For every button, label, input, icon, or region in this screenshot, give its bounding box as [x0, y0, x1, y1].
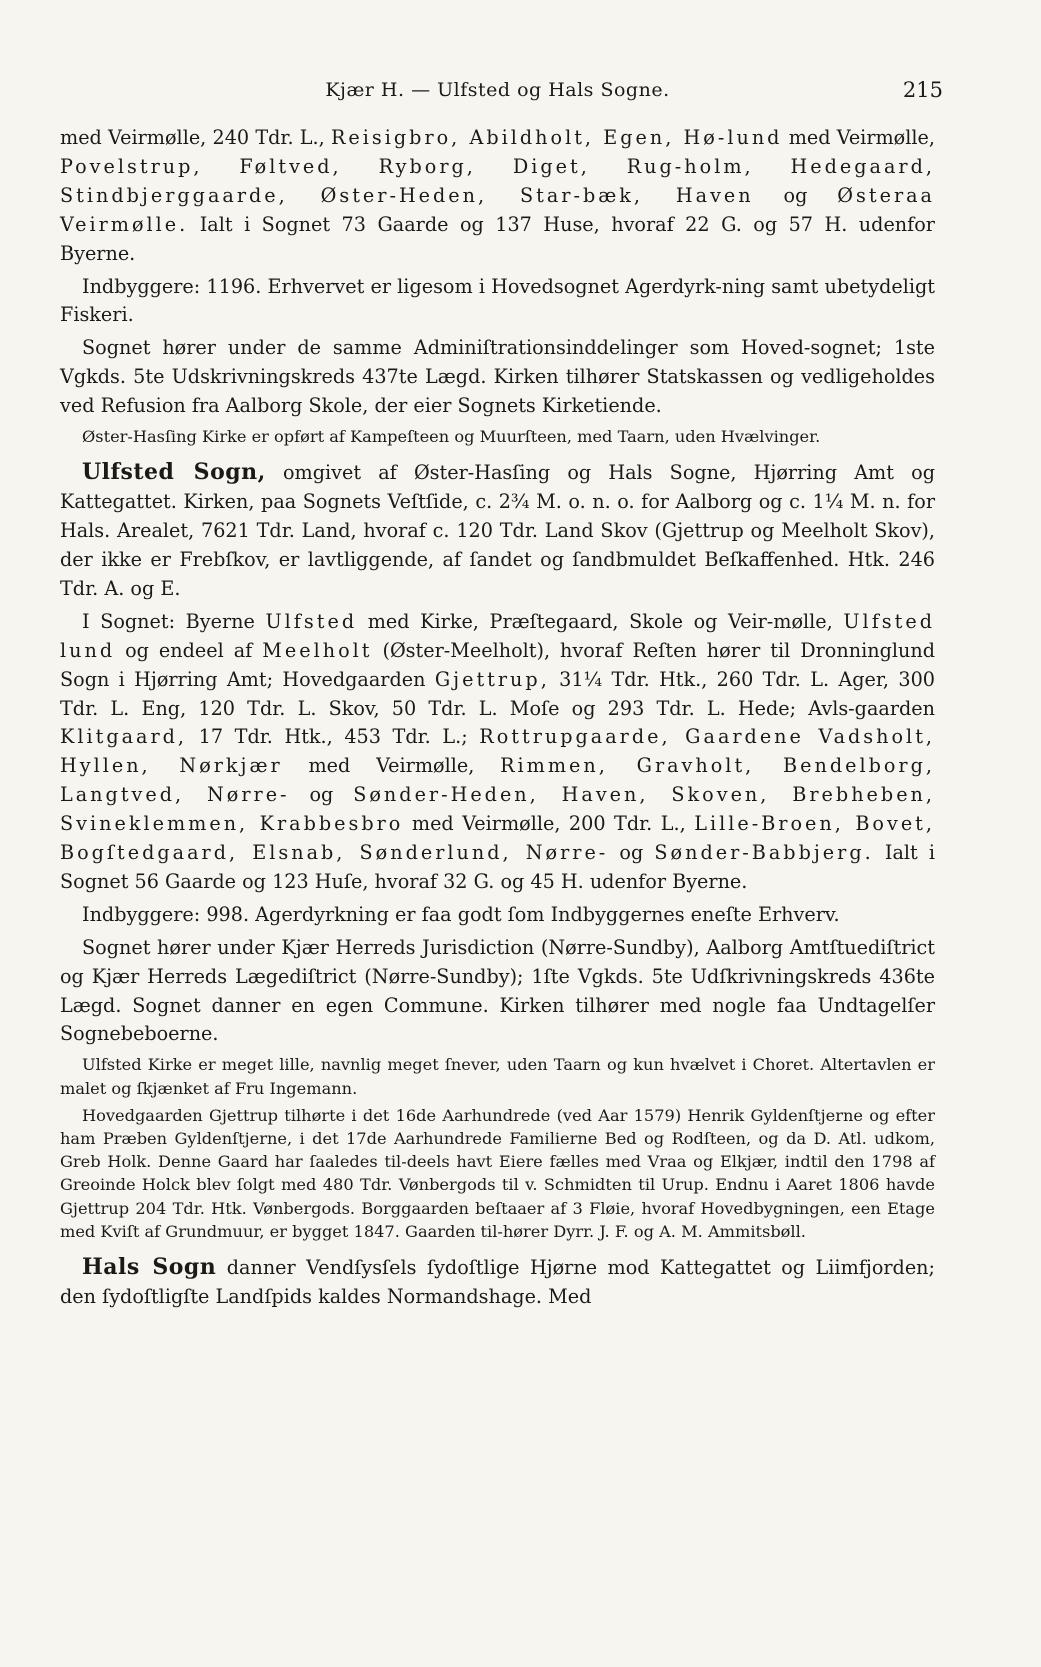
parish-heading: Ulfsted Sogn,: [82, 459, 266, 486]
ulfsted-villages-paragraph: I Sognet: Byerne Ulfsted med Kirke, Præſtegaard, Skole og Veir-mølle, Ulfsted lund og endeel af Meelholt (Øster-Meelholt), hvoraf Reſten hører til Dronninglund Sogn i Hjørring Amt; Hovedgaarden Gjettrup, 31¼ Tdr. Htk., 260 Tdr. L. Ager, 300 Tdr. L. Eng, 120 Tdr. L. Skov, 50 Tdr. L. Moſe og 293 Tdr. L. Hede; Avls-gaarden Klitgaard, 17 Tdr. Htk., 453 Tdr. L.; Rottrupgaarde, Gaardene Vadsholt, Hyllen, Nørkjær med Veirmølle, Rimmen, Gravholt, Bendelborg, Langtved, Nørre- og Sønder-Heden, Haven, Skoven, Brebheben, Svineklemmen, Krabbesbro med Veirmølle, 200 Tdr. L., Lille-Broen, Bovet, Bogſtedgaard, Elsnab, Sønderlund, Nørre- og Sønder-Babbjerg. Ialt i Sognet 56 Gaarde og 123 Huſe, hvoraf 32 G. og 45 H. udenfor Byerne.: [60, 609, 936, 893]
place-names: Østeraa Veirmølle.: [60, 183, 935, 236]
church-note: Øster-Hasſing Kirke er opført af Kampeſteen og Muurſteen, med Taarn, uden Hvælvinger.: [82, 427, 821, 447]
ulfsted-intro-paragraph: Ulfsted Sogn, omgivet af Øster-Hasſing og Hals Sogne, Hjørring Amt og Kattegattet. Kirken, paa Sognets Veſtſide, c. 2¾ M. o. n. o. for Aalborg og c. 1¼ M. n. for Hals. Arealet, 7621 Tdr. Land, hvoraf c. 120 Tdr. Land Skov (Gjettrup og Meelholt Skov), der ikke er Frebſkov, er lavtliggende, af ſandet og ſandbmuldet Beſkaffenhed. Htk. 246 Tdr. A. og E.: [60, 459, 935, 600]
administration-paragraph: Sognet hører under de samme Adminiſtrationsinddelinger som Hoved-sognet; 1ste Vgkds. 5te Udskrivningskreds 437te Lægd. Kirken tilhører Statskassen og vedligeholdes ved Refusion fra Aalborg Skole, der eier Sognets Kirketiende.: [60, 336, 935, 418]
page-number: 215: [902, 78, 943, 102]
place-names: Reisigbro, Abildholt, Egen, Hø-lund: [330, 126, 783, 149]
running-title: Kjær H. — Ulfsted og Hals Sogne.: [325, 79, 670, 101]
administration-paragraph: Sognet hører under Kjær Herreds Jurisdiction (Nørre-Sundby), Aalborg Amtſtuediſtrict og Kjær Herreds Lægediſtrict (Nørre-Sundby); 1ſte Vgkds. 5te Udſkrivningskreds 436te Lægd. Sognet danner en egen Commune. Kirken tilhører med nogle faa Undtagelſer Sognebeboerne.: [60, 935, 935, 1046]
church-note: Ulfsted Kirke er meget lille, navnlig meget ſnever, uden Taarn og kun hvælvet i Choret. Altertavlen er malet og ſkjænket af Fru Ingemann.: [60, 1055, 935, 1098]
hals-intro-paragraph: Hals Sogn danner Vendſysſels ſydoſtlige Hjørne mod Kattegattet og Liimfjorden; den ſydoſtligſte Landſpids kaldes Normandshage. Med: [60, 1254, 935, 1308]
inhabitants-paragraph: Indbyggere: 1196. Erhvervet er ligesom i Hovedsognet Agerdyrk-ning samt ubetydeligt Fiskeri.: [60, 274, 935, 327]
page-header: [60, 72, 943, 112]
parish-heading: Hals Sogn: [82, 1254, 217, 1281]
parish-continuation-paragraph: med Veirmølle, 240 Tdr. L., Reisigbro, Abildholt, Egen, Hø-lund med Veirmølle, Povelstrup, Føltved, Ryborg, Diget, Rug-holm, Hedegaard, Stindbjerggaarde, Øster-Heden, Star-bæk, Haven og Østeraa Veirmølle. Ialt i Sognet 73 Gaarde og 137 Huse, hvoraf 22 G. og 57 H. udenfor Byerne.: [60, 126, 935, 265]
inhabitants-paragraph: Indbyggere: 998. Agerdyrkning er faa godt ſom Indbyggernes eneſte Erhverv.: [82, 902, 840, 926]
manor-note: Hovedgaarden Gjettrup tilhørte i det 16de Aarhundrede (ved Aar 1579) Henrik Gyldenſtjerne og efter ham Præben Gyldenſtjerne, i det 17de Aarhundrede Familierne Bed og Rodſteen, og da D. Atl. udkom, Greb Holk. Denne Gaard har ſaaledes til-deels havt Eiere fælles med Vraa og Elkjær, indtil den 1798 af Greoinde Holck blev ſolgt med 480 Tdr. Vønbergods til v. Schmidten til Urup. Endnu i Aaret 1806 havde Gjettrup 204 Tdr. Htk. Vønbergods. Borggaarden beſtaaer af 3 Fløie, hvoraf Hovedbygningen, een Etage med Kviſt af Grundmuur, er bygget 1847. Gaarden til-hører Dyrr. J. F. og A. M. Ammitsbøll.: [60, 1105, 935, 1241]
place-names: Povelstrup, Føltved, Ryborg, Diget, Rug-holm, Hedegaard, Stindbjerggaarde, Øster-Heden, Star-bæk, Haven: [60, 154, 935, 207]
